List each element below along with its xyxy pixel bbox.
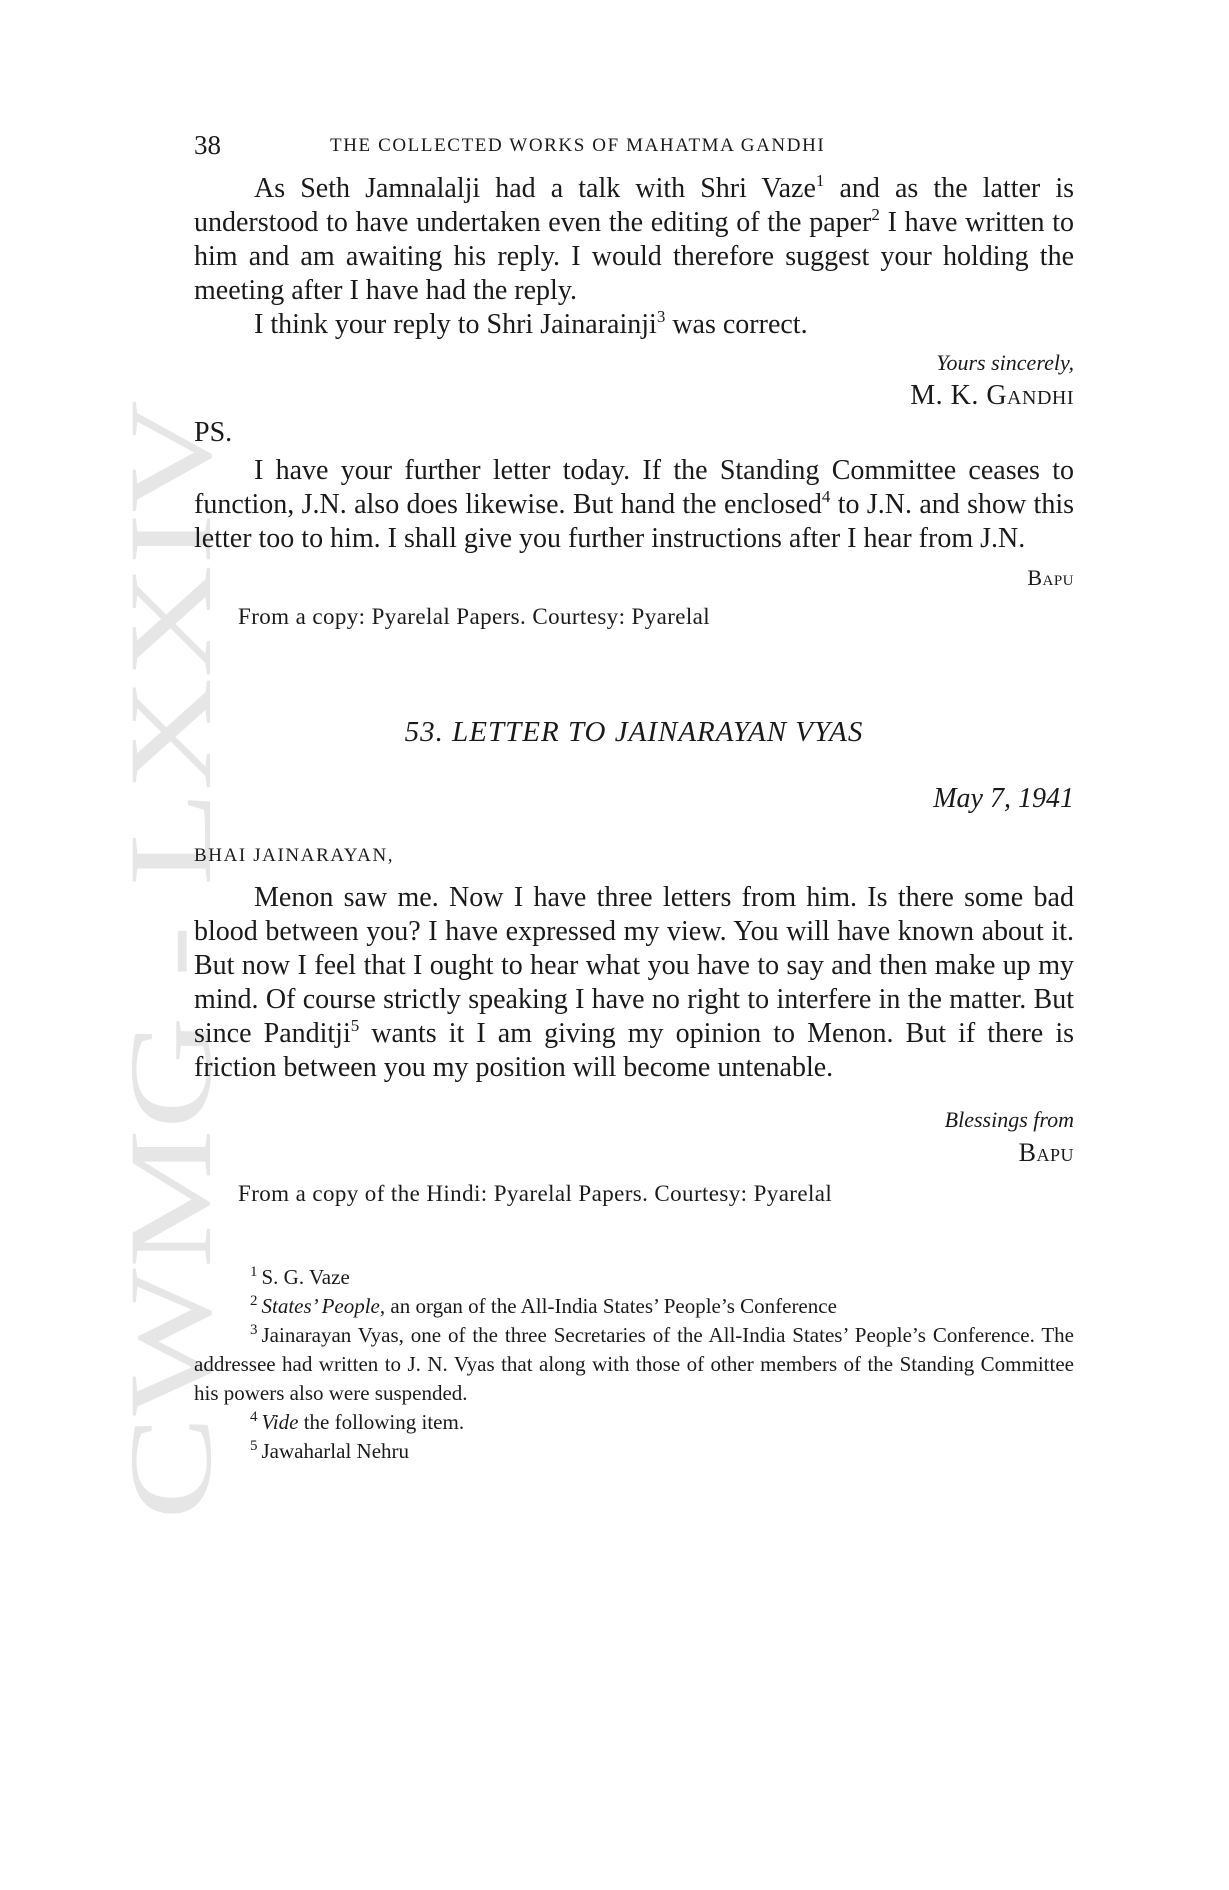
- ps-label: PS.: [194, 417, 233, 448]
- footnote-text: S. G. Vaze: [261, 1265, 350, 1289]
- ps-paragraph: [194, 454, 1074, 556]
- text-run: to J.N. and show this letter too to him. I shall give you further instructions after I hear from J.N.: [194, 489, 1075, 554]
- footnote-italic-title: States’ People: [261, 1294, 380, 1318]
- footnote-text: the following item.: [298, 1410, 465, 1434]
- letter1-closing: Yours sincerely,: [936, 350, 1074, 375]
- text-run: and as the latter is understood to have undertaken even the editing of the paper: [194, 173, 1074, 238]
- footnote-number: 1: [250, 1264, 258, 1280]
- footnote-3: [194, 1321, 1074, 1408]
- letter2-heading: 53. LETTER TO JAINARAYAN VYAS: [404, 716, 864, 748]
- footnote-ref-2[interactable]: 2: [871, 205, 880, 224]
- running-header: [194, 120, 1074, 160]
- footnote-1: [194, 1263, 1074, 1292]
- footnote-separator: [194, 1207, 1074, 1263]
- text-run: I have your further letter today. If the Standing Committee ceases to function, J.N. also does likewise. But hand the enclosed: [194, 455, 1074, 520]
- letter2-source: From a copy of the Hindi: Pyarelal Papers. Courtesy: Pyarelal: [238, 1181, 833, 1206]
- letter2-paragraph-1: [194, 881, 1074, 1085]
- footnote-text: Jawaharlal Nehru: [261, 1439, 410, 1463]
- footnote-4: [194, 1408, 1074, 1437]
- footnotes: [194, 1263, 1074, 1466]
- text-run: I have written to him and am awaiting his reply. I would therefore suggest your holding the meeting after I have had the reply.: [194, 207, 1074, 306]
- running-title: THE COLLECTED WORKS OF MAHATMA GANDHI: [330, 135, 826, 156]
- letter2-signature: Bapu: [1018, 1138, 1074, 1167]
- letter2-salutation: BHAI JAINARAYAN,: [194, 845, 395, 866]
- text-run: was correct.: [665, 309, 808, 340]
- text-run: As Seth Jamnalalji had a talk with Shri Vaze: [254, 173, 816, 204]
- letter1-signature: M. K. Gandhi: [910, 380, 1074, 411]
- footnote-number: 5: [250, 1438, 258, 1454]
- text-run: I think your reply to Shri Jainarainji: [254, 309, 657, 340]
- footnote-text: , an organ of the All-India States’ People’s Conference: [379, 1294, 837, 1318]
- letter1-paragraph-1: [194, 172, 1074, 308]
- footnote-2: [194, 1292, 1074, 1321]
- page-number: 38: [194, 130, 221, 160]
- ps-signature: Bapu: [1027, 565, 1074, 590]
- document-page: [194, 120, 1074, 1466]
- letter1-paragraph-2: [194, 308, 1074, 342]
- letter1-source: From a copy: Pyarelal Papers. Courtesy: Pyarelal: [238, 604, 711, 629]
- letter2-closing: Blessings from: [944, 1107, 1074, 1132]
- footnote-number: 4: [250, 1409, 258, 1425]
- footnote-ref-4[interactable]: 4: [821, 487, 831, 506]
- footnote-text: Jainarayan Vyas, one of the three Secretaries of the All-India States’ People’s Conference. The addressee had written to J. N. Vyas that along with those of other members of the Standing Committee his powers also were suspended.: [194, 1323, 1074, 1405]
- text-run: wants it I am giving my opinion to Menon. But if there is friction between you my position will become untenable.: [194, 1018, 1075, 1083]
- footnote-number: 3: [250, 1322, 258, 1338]
- footnote-italic-term: Vide: [261, 1410, 299, 1434]
- text-run: Menon saw me. Now I have three letters from him. Is there some bad blood between you? I have expressed my view. You will have known about it. But now I feel that I ought to hear what you have to say and then make up my mind. Of course strictly speaking I have no right to interfere in the matter. But since Panditji: [194, 882, 1074, 1049]
- footnote-ref-1[interactable]: 1: [815, 171, 825, 190]
- footnote-ref-5[interactable]: 5: [350, 1016, 360, 1035]
- footnote-5: [194, 1437, 1074, 1466]
- footnote-number: 2: [250, 1293, 258, 1309]
- watermark-text: CWMG - LXXIV: [105, 674, 236, 1520]
- footnote-ref-3[interactable]: 3: [656, 307, 666, 326]
- letter2-date: May 7, 1941: [933, 783, 1074, 814]
